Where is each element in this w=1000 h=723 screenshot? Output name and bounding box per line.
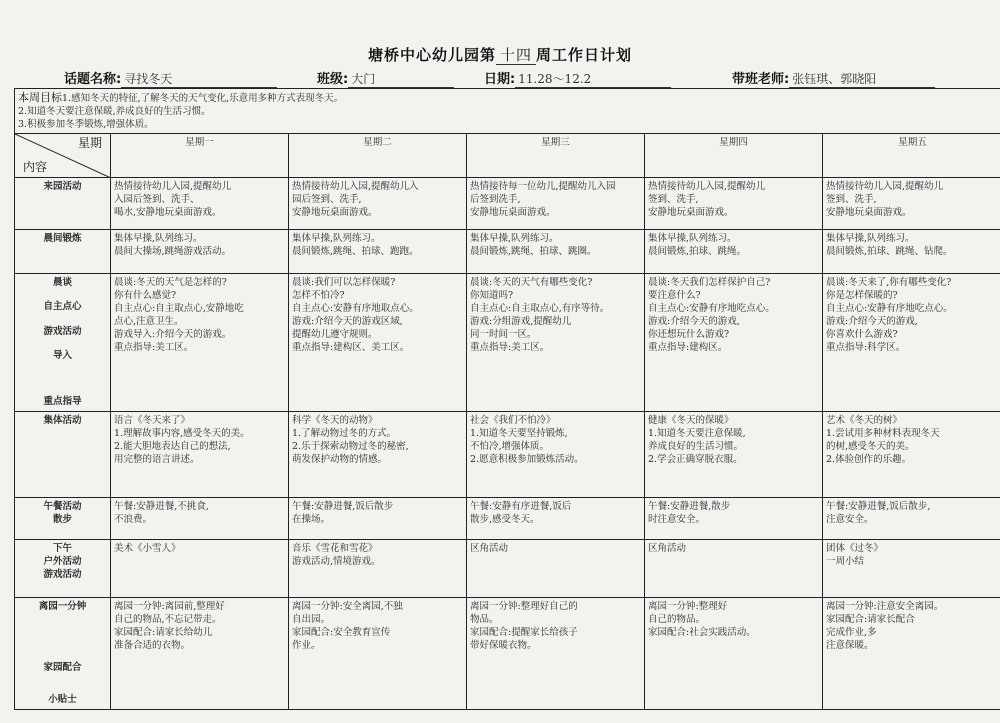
plan-cell: 离园一分钟:离园前,整理好 自己的物品,不忘记带走。 家园配合:请家长给幼儿 准备合适的衣物。: [111, 598, 289, 710]
row-label-line: 来园活动: [43, 181, 82, 192]
plan-cell: 晨谈:冬天来了,你有哪些变化? 你是怎样保暖的? 自主点心:安静有序地吃点心。 游戏:介绍今天的游戏, 你喜欢什么游戏? 重点指导:科学区。: [823, 274, 1000, 412]
class-label: 班级:: [317, 72, 349, 87]
row-label: [15, 598, 111, 710]
plan-table: [14, 88, 1000, 710]
plan-cell: 热情接待幼儿入园,提醒幼儿 入园后签到、洗手、 喝水,安静地玩桌面游戏。: [111, 178, 289, 230]
plan-cell: 热情接待每一位幼儿,提醒幼儿入园 后签到洗手, 安静地玩桌面游戏。: [467, 178, 645, 230]
plan-cell: 午餐:安静有序进餐,饭后 散步,感受冬天。: [467, 498, 645, 540]
row-label: [15, 412, 111, 498]
plan-cell: 离园一分钟:整理好自己的 物品。 家园配合:提醒家长给孩子 带好保暖衣物。: [467, 598, 645, 710]
plan-cell: 晨谈:冬天的天气有哪些变化? 你知道吗? 自主点心:自主取点心,有序等待。 游戏:分组游戏,提醒幼儿 同一时间一区。 重点指导:美工区。: [467, 274, 645, 412]
row-label: [15, 498, 111, 540]
row-label-line: 下午: [52, 543, 72, 554]
goals-label: 本周目标: [18, 91, 62, 104]
row-label: [15, 540, 111, 598]
plan-cell: 科学《冬天的动物》 1.了解动物过冬的方式。 2.乐于探索动物过冬的秘密, 萌发保护动物的情感。: [289, 412, 467, 498]
plan-cell: 健康《冬天的保暖》 1.知道冬天要注意保暖, 养成良好的生活习惯。 2.学会正确穿脱衣服。: [645, 412, 823, 498]
plan-cell: 区角活动: [467, 540, 645, 598]
row-label-line: [18, 632, 107, 642]
date-value: 11.28～12.2: [515, 70, 671, 88]
row-label-line: 离园一分钟: [38, 601, 87, 612]
plan-row: [15, 498, 1000, 540]
plan-row: [15, 412, 1000, 498]
plan-cell: 热情接待幼儿入园,提醒幼儿入 园后签到、洗手, 安静地玩桌面游戏。: [289, 178, 467, 230]
date-label: 日期:: [484, 72, 516, 87]
plan-cell: 离园一分钟:注意安全离园。 家园配合:请家长配合 完成作业,多 注意保暖。: [823, 598, 1000, 710]
plan-cell: 集体早操,队列练习。 晨间锻炼,拍球、跳绳。: [645, 230, 823, 274]
plan-cell: 热情接待幼儿入园,提醒幼儿 签到、洗手, 安静地玩桌面游戏。: [823, 178, 1000, 230]
plan-cell: 集体早操,队列练习。 晨间锻炼,拍球、跳绳、钻爬。: [823, 230, 1000, 274]
row-label-line: 重点指导: [43, 395, 82, 407]
class-value: 大门: [348, 70, 454, 88]
plan-cell: 晨谈:冬天的天气是怎样的? 你有什么感觉? 自主点心:自主取点心,安静地吃 点心,注意卫生。 游戏导入:介绍今天的游戏。 重点指导:美工区。: [111, 274, 289, 412]
plan-cell: 艺术《冬天的树》 1.尝试用多种材料表现冬天 的树,感受冬天的美。 2.体验创作的乐趣。: [823, 412, 1000, 498]
day-header-row: [15, 134, 1000, 178]
row-label-line: 自主点心: [43, 301, 82, 313]
plan-cell: 晨谈:冬天我们怎样保护自己? 要注意什么? 自主点心:安静有序地吃点心。 游戏:介绍今天的游戏, 你还想玩什么游戏? 重点指导:建构区。: [645, 274, 823, 412]
row-label-line: 游戏活动: [43, 325, 82, 337]
plan-cell: 音乐《雪花和雪花》 游戏活动,情境游戏。: [289, 540, 467, 598]
row-label-line: 家园配合: [43, 662, 82, 673]
row-label: [15, 230, 111, 274]
plan-row: [15, 540, 1000, 598]
row-label: [15, 178, 111, 230]
plan-cell: 离园一分钟:整理好 自己的物品。 家园配合:社会实践活动。: [645, 598, 823, 710]
title-suffix: 周工作日计划: [536, 46, 633, 64]
day-header-4: 星期四: [645, 134, 823, 178]
plan-cell: 团体《过冬》 一周小结: [823, 540, 1000, 598]
plan-cell: 语言《冬天来了》 1.理解故事内容,感受冬天的美。 2.能大胆地表达自己的想法, 用完整的语言讲述。: [111, 412, 289, 498]
teacher-field: [732, 68, 935, 88]
page-title: [0, 44, 1000, 65]
row-label-line: 晨谈: [52, 277, 72, 288]
plan-row: [15, 230, 1000, 274]
topic-field: [64, 68, 277, 88]
plan-row: [15, 598, 1000, 710]
row-label-line: 游戏活动: [43, 569, 82, 580]
row-label-line: 散步: [52, 514, 72, 525]
day-header-3: 星期三: [467, 134, 645, 178]
corner-cell: [15, 134, 111, 178]
row-label-line: 晨间锻炼: [43, 233, 82, 244]
row-label-line: 集体活动: [43, 415, 82, 426]
plan-row: [15, 178, 1000, 230]
plan-cell: 集体早操,队列练习。 晨间大操场,跳绳游戏活动。: [111, 230, 289, 274]
plan-row: [15, 274, 1000, 412]
row-label-line: [18, 374, 107, 384]
day-header-5: 星期五: [823, 134, 1000, 178]
plan-cell: 集体早操,队列练习。 晨间锻炼,跳绳、拍球、跳圈。: [467, 230, 645, 274]
plan-cell: 晨谈:我们可以怎样保暖? 怎样不怕冷? 自主点心:安静有序地取点心。 游戏:介绍今天的游戏区域, 提醒幼儿遵守规则。 重点指导:建构区、美工区。: [289, 274, 467, 412]
row-label-line: 午餐活动: [43, 501, 82, 512]
row-label-line: 户外活动: [43, 556, 82, 567]
row-label-line: 导入: [52, 350, 72, 362]
week-number: 十四: [496, 46, 536, 65]
class-field: [317, 68, 454, 88]
plan-cell: 集体早操,队列练习。 晨间锻炼,跳绳、拍球、跑跑。: [289, 230, 467, 274]
plan-cell: 社会《我们不怕冷》 1.知道冬天要坚持锻炼, 不怕冷,增强体质。 2.愿意积极参加锻炼活动。: [467, 412, 645, 498]
plan-cell: 午餐:安静进餐,散步 时注意安全。: [645, 498, 823, 540]
plan-cell: 午餐:安静进餐,饭后散步, 注意安全。: [823, 498, 1000, 540]
goals-text: 1.感知冬天的特征,了解冬天的天气变化,乐意用多种方式表现冬天。 2.知道冬天要注意保暖,养成良好的生活习惯。 3.积极参加冬季锻炼,增强体质。: [18, 93, 344, 130]
plan-cell: 午餐:安静进餐,不挑食, 不浪费。: [111, 498, 289, 540]
teacher-value: 张钰琪、郭晓阳: [789, 70, 935, 88]
plan-cell: 美术《小雪人》: [111, 540, 289, 598]
corner-week-label: 星期: [77, 136, 102, 150]
topic-label: 话题名称:: [64, 72, 122, 87]
plan-cell: 热情接待幼儿入园,提醒幼儿 签到、洗手, 安静地玩桌面游戏。: [645, 178, 823, 230]
teacher-label: 带班老师:: [732, 72, 790, 87]
topic-value: 寻找冬天: [121, 70, 277, 88]
goals-cell: [15, 89, 1000, 134]
date-field: [484, 68, 671, 88]
day-header-1: 星期一: [111, 134, 289, 178]
corner-content-label: 内容: [23, 160, 48, 174]
plan-cell: 午餐:安静进餐,饭后散步 在操场。: [289, 498, 467, 540]
row-label: [15, 274, 111, 412]
plan-cell: 离园一分钟:安全离园,不独 自出园。 家园配合:安全教育宣传 作业。: [289, 598, 467, 710]
day-header-2: 星期二: [289, 134, 467, 178]
row-label-line: 小贴士: [48, 694, 77, 705]
plan-cell: 区角活动: [645, 540, 823, 598]
title-prefix: 塘桥中心幼儿园第: [367, 46, 496, 64]
